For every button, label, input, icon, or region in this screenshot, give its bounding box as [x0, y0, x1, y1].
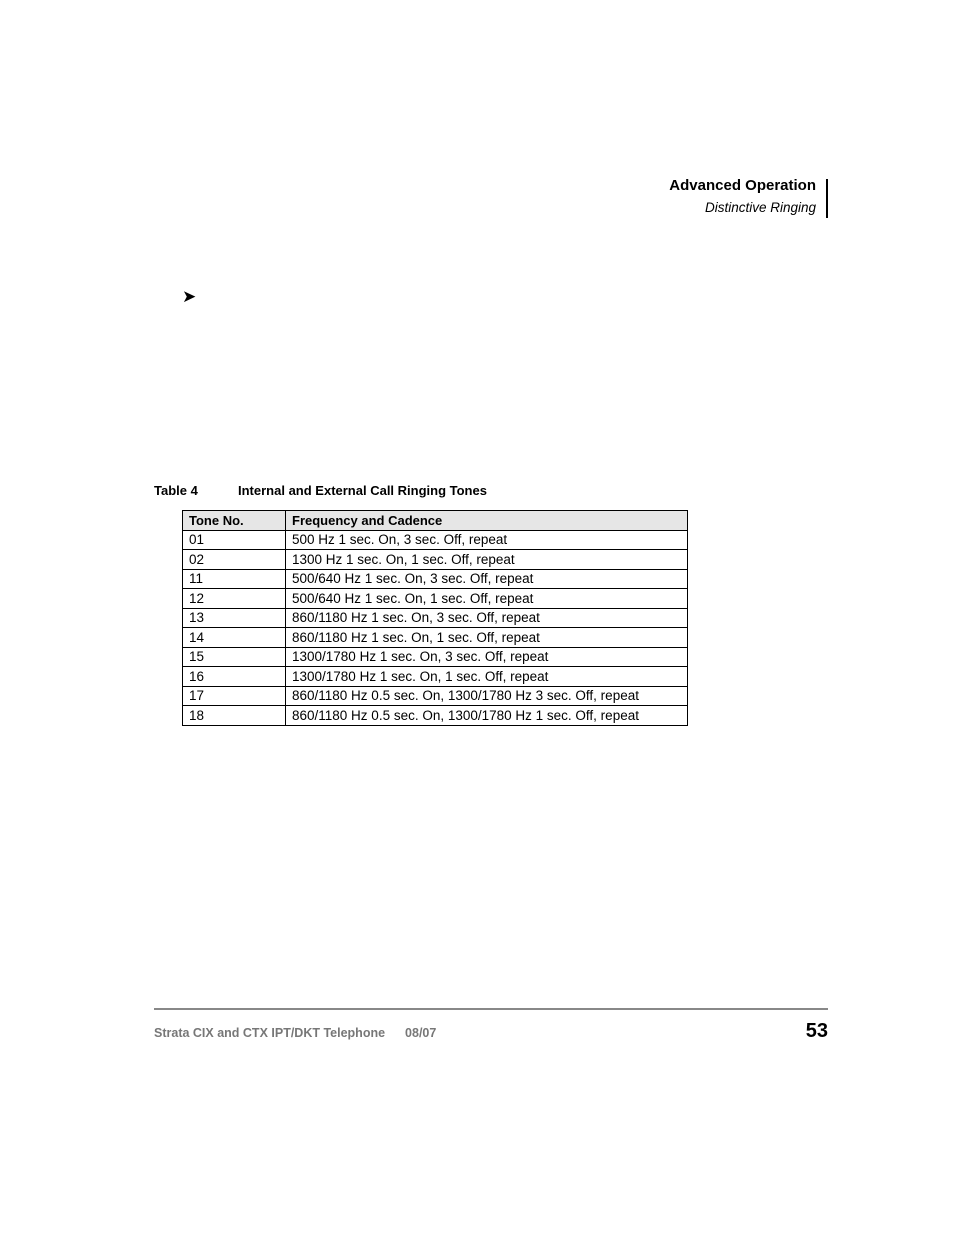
table-row [183, 647, 688, 667]
frequency-cadence-cell: 1300 Hz 1 sec. On, 1 sec. Off, repeat [286, 550, 688, 570]
table-row [183, 550, 688, 570]
frequency-cadence-cell: 1300/1780 Hz 1 sec. On, 3 sec. Off, repeat [286, 647, 688, 667]
tone-no-cell: 12 [183, 589, 286, 609]
table-title: Internal and External Call Ringing Tones [238, 483, 487, 498]
section-subtitle: Distinctive Ringing [704, 200, 816, 215]
table-row [183, 530, 688, 550]
page-number: 53 [805, 1020, 828, 1042]
table-label: Table 4 [154, 483, 198, 498]
doc-title: Strata CIX and CTX IPT/DKT Telephone [154, 1026, 386, 1040]
tone-no-cell: 01 [183, 530, 286, 550]
table-row [183, 608, 688, 628]
frequency-cadence-cell: 860/1180 Hz 0.5 sec. On, 1300/1780 Hz 1 sec. Off, repeat [286, 706, 688, 726]
footer-text [154, 1026, 436, 1040]
frequency-cadence-cell: 860/1180 Hz 0.5 sec. On, 1300/1780 Hz 3 sec. Off, repeat [286, 686, 688, 706]
tone-no-cell: 15 [183, 647, 286, 667]
frequency-cadence-cell: 860/1180 Hz 1 sec. On, 1 sec. Off, repeat [286, 628, 688, 648]
table-row [183, 628, 688, 648]
frequency-cadence-cell: 860/1180 Hz 1 sec. On, 3 sec. Off, repeat [286, 608, 688, 628]
tone-no-cell: 14 [183, 628, 286, 648]
table-row [183, 667, 688, 687]
frequency-cadence-cell: 1300/1780 Hz 1 sec. On, 1 sec. Off, repeat [286, 667, 688, 687]
tone-no-cell: 02 [183, 550, 286, 570]
column-header: Tone No. [183, 511, 286, 531]
table-row [183, 706, 688, 726]
doc-date: 08/07 [405, 1026, 437, 1040]
frequency-cadence-cell: 500 Hz 1 sec. On, 3 sec. Off, repeat [286, 530, 688, 550]
tone-no-cell: 17 [183, 686, 286, 706]
tone-no-cell: 16 [183, 667, 286, 687]
column-header: Frequency and Cadence [286, 511, 688, 531]
footer-rule [154, 1008, 828, 1010]
frequency-cadence-cell: 500/640 Hz 1 sec. On, 3 sec. Off, repeat [286, 569, 688, 589]
tone-no-cell: 11 [183, 569, 286, 589]
tone-no-cell: 13 [183, 608, 286, 628]
arrow-icon: ➤ [182, 287, 197, 306]
table-row [183, 686, 688, 706]
ringing-tones-table [182, 510, 688, 726]
table-row [183, 589, 688, 609]
header-bar [826, 179, 828, 218]
section-title: Advanced Operation [669, 177, 816, 194]
frequency-cadence-cell: 500/640 Hz 1 sec. On, 1 sec. Off, repeat [286, 589, 688, 609]
tone-no-cell: 18 [183, 706, 286, 726]
table-row [183, 569, 688, 589]
